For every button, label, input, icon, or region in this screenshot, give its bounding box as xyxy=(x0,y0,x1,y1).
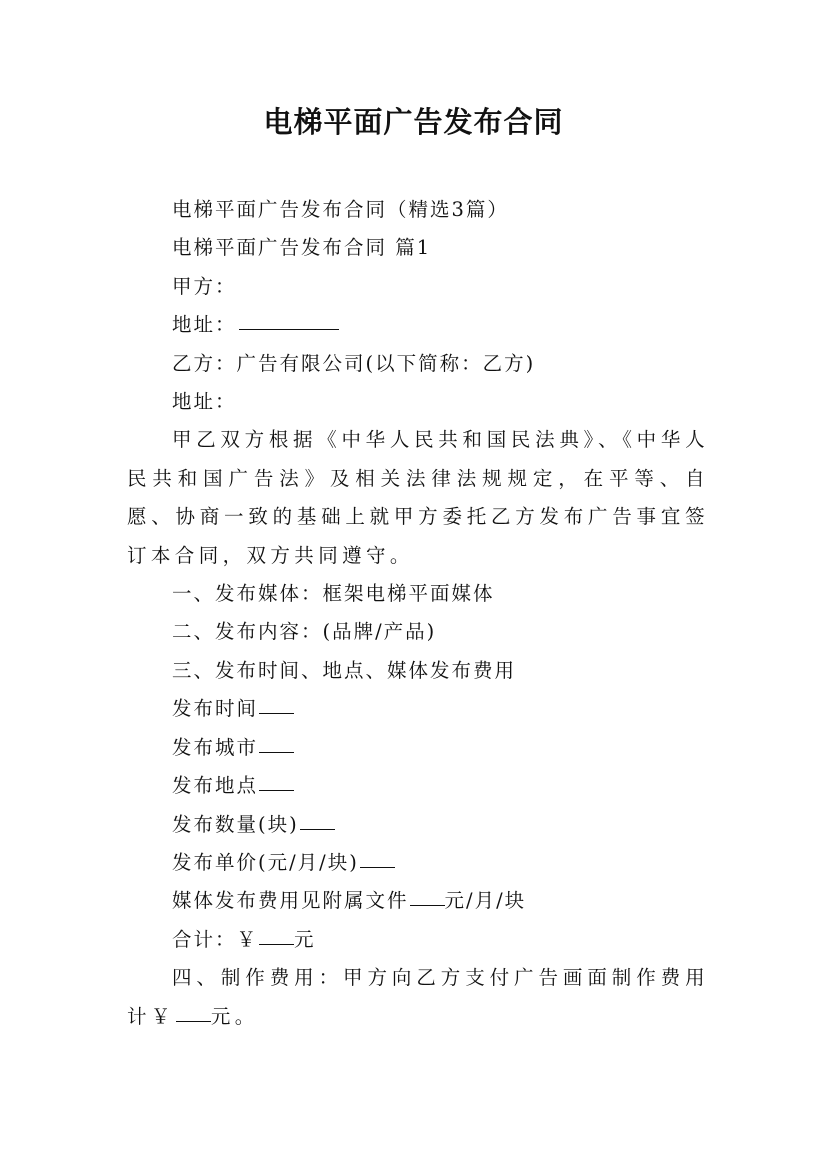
document-body xyxy=(127,191,709,1036)
pub-quantity-blank xyxy=(300,811,335,830)
pub-place-line xyxy=(127,767,705,805)
production-fee-paragraph xyxy=(127,959,709,1036)
subtitle-line: 电梯平面广告发布合同（精选3篇） xyxy=(172,198,509,221)
clause-content: 二、发布内容：(品牌/产品) xyxy=(172,620,437,644)
total-suffix: 元 xyxy=(294,927,316,951)
total-prefix: 合计：￥ xyxy=(172,927,259,951)
address-a-line xyxy=(127,306,705,344)
intro-paragraph: 甲乙双方根据《中华人民共和国民法典》、《中华人民共和国广告法》及相关法律法规规定，在平等、自愿、协商一致的基础上就甲方委托乙方发布广告事宜签订本合同，双方共同遵守。 xyxy=(127,428,709,567)
total-line xyxy=(127,921,705,959)
production-fee-suffix: 元。 xyxy=(210,1004,259,1028)
production-fee-blank xyxy=(176,1003,211,1022)
address-a-label: 地址： xyxy=(172,313,237,337)
clause-media: 一、发布媒体：框架电梯平面媒体 xyxy=(172,582,495,606)
pub-city-blank xyxy=(259,734,294,753)
media-fee-suffix: 元/月/块 xyxy=(444,889,527,913)
media-fee-line xyxy=(127,882,705,920)
pub-time-blank xyxy=(259,695,294,714)
pub-place-blank xyxy=(259,772,294,791)
pub-city-line xyxy=(127,729,705,767)
party-a-line: 甲方： xyxy=(172,274,237,298)
pub-time-line xyxy=(127,690,705,728)
address-a-blank xyxy=(239,311,339,330)
production-fee-prefix: 四、制作费用：甲方向乙方支付广告画面制作费用计￥ xyxy=(127,966,709,1028)
media-fee-blank xyxy=(410,887,445,906)
pub-unit-price-line xyxy=(127,844,705,882)
pub-place-label: 发布地点 xyxy=(172,774,259,798)
total-blank xyxy=(259,926,294,945)
pub-quantity-label: 发布数量(块) xyxy=(172,812,299,836)
part-heading: 电梯平面广告发布合同 篇1 xyxy=(172,236,432,260)
clause-time-place-fee: 三、发布时间、地点、媒体发布费用 xyxy=(172,658,517,682)
pub-time-label: 发布时间 xyxy=(172,697,259,721)
media-fee-prefix: 媒体发布费用见附属文件 xyxy=(172,889,409,913)
address-b-line: 地址： xyxy=(172,390,237,414)
pub-quantity-line xyxy=(127,806,705,844)
pub-unit-price-blank xyxy=(360,849,395,868)
pub-city-label: 发布城市 xyxy=(172,735,259,759)
party-b-line: 乙方：广告有限公司(以下简称：乙方) xyxy=(172,351,536,375)
pub-unit-price-label: 发布单价(元/月/块) xyxy=(172,850,359,874)
document-title: 电梯平面广告发布合同 xyxy=(263,105,564,139)
